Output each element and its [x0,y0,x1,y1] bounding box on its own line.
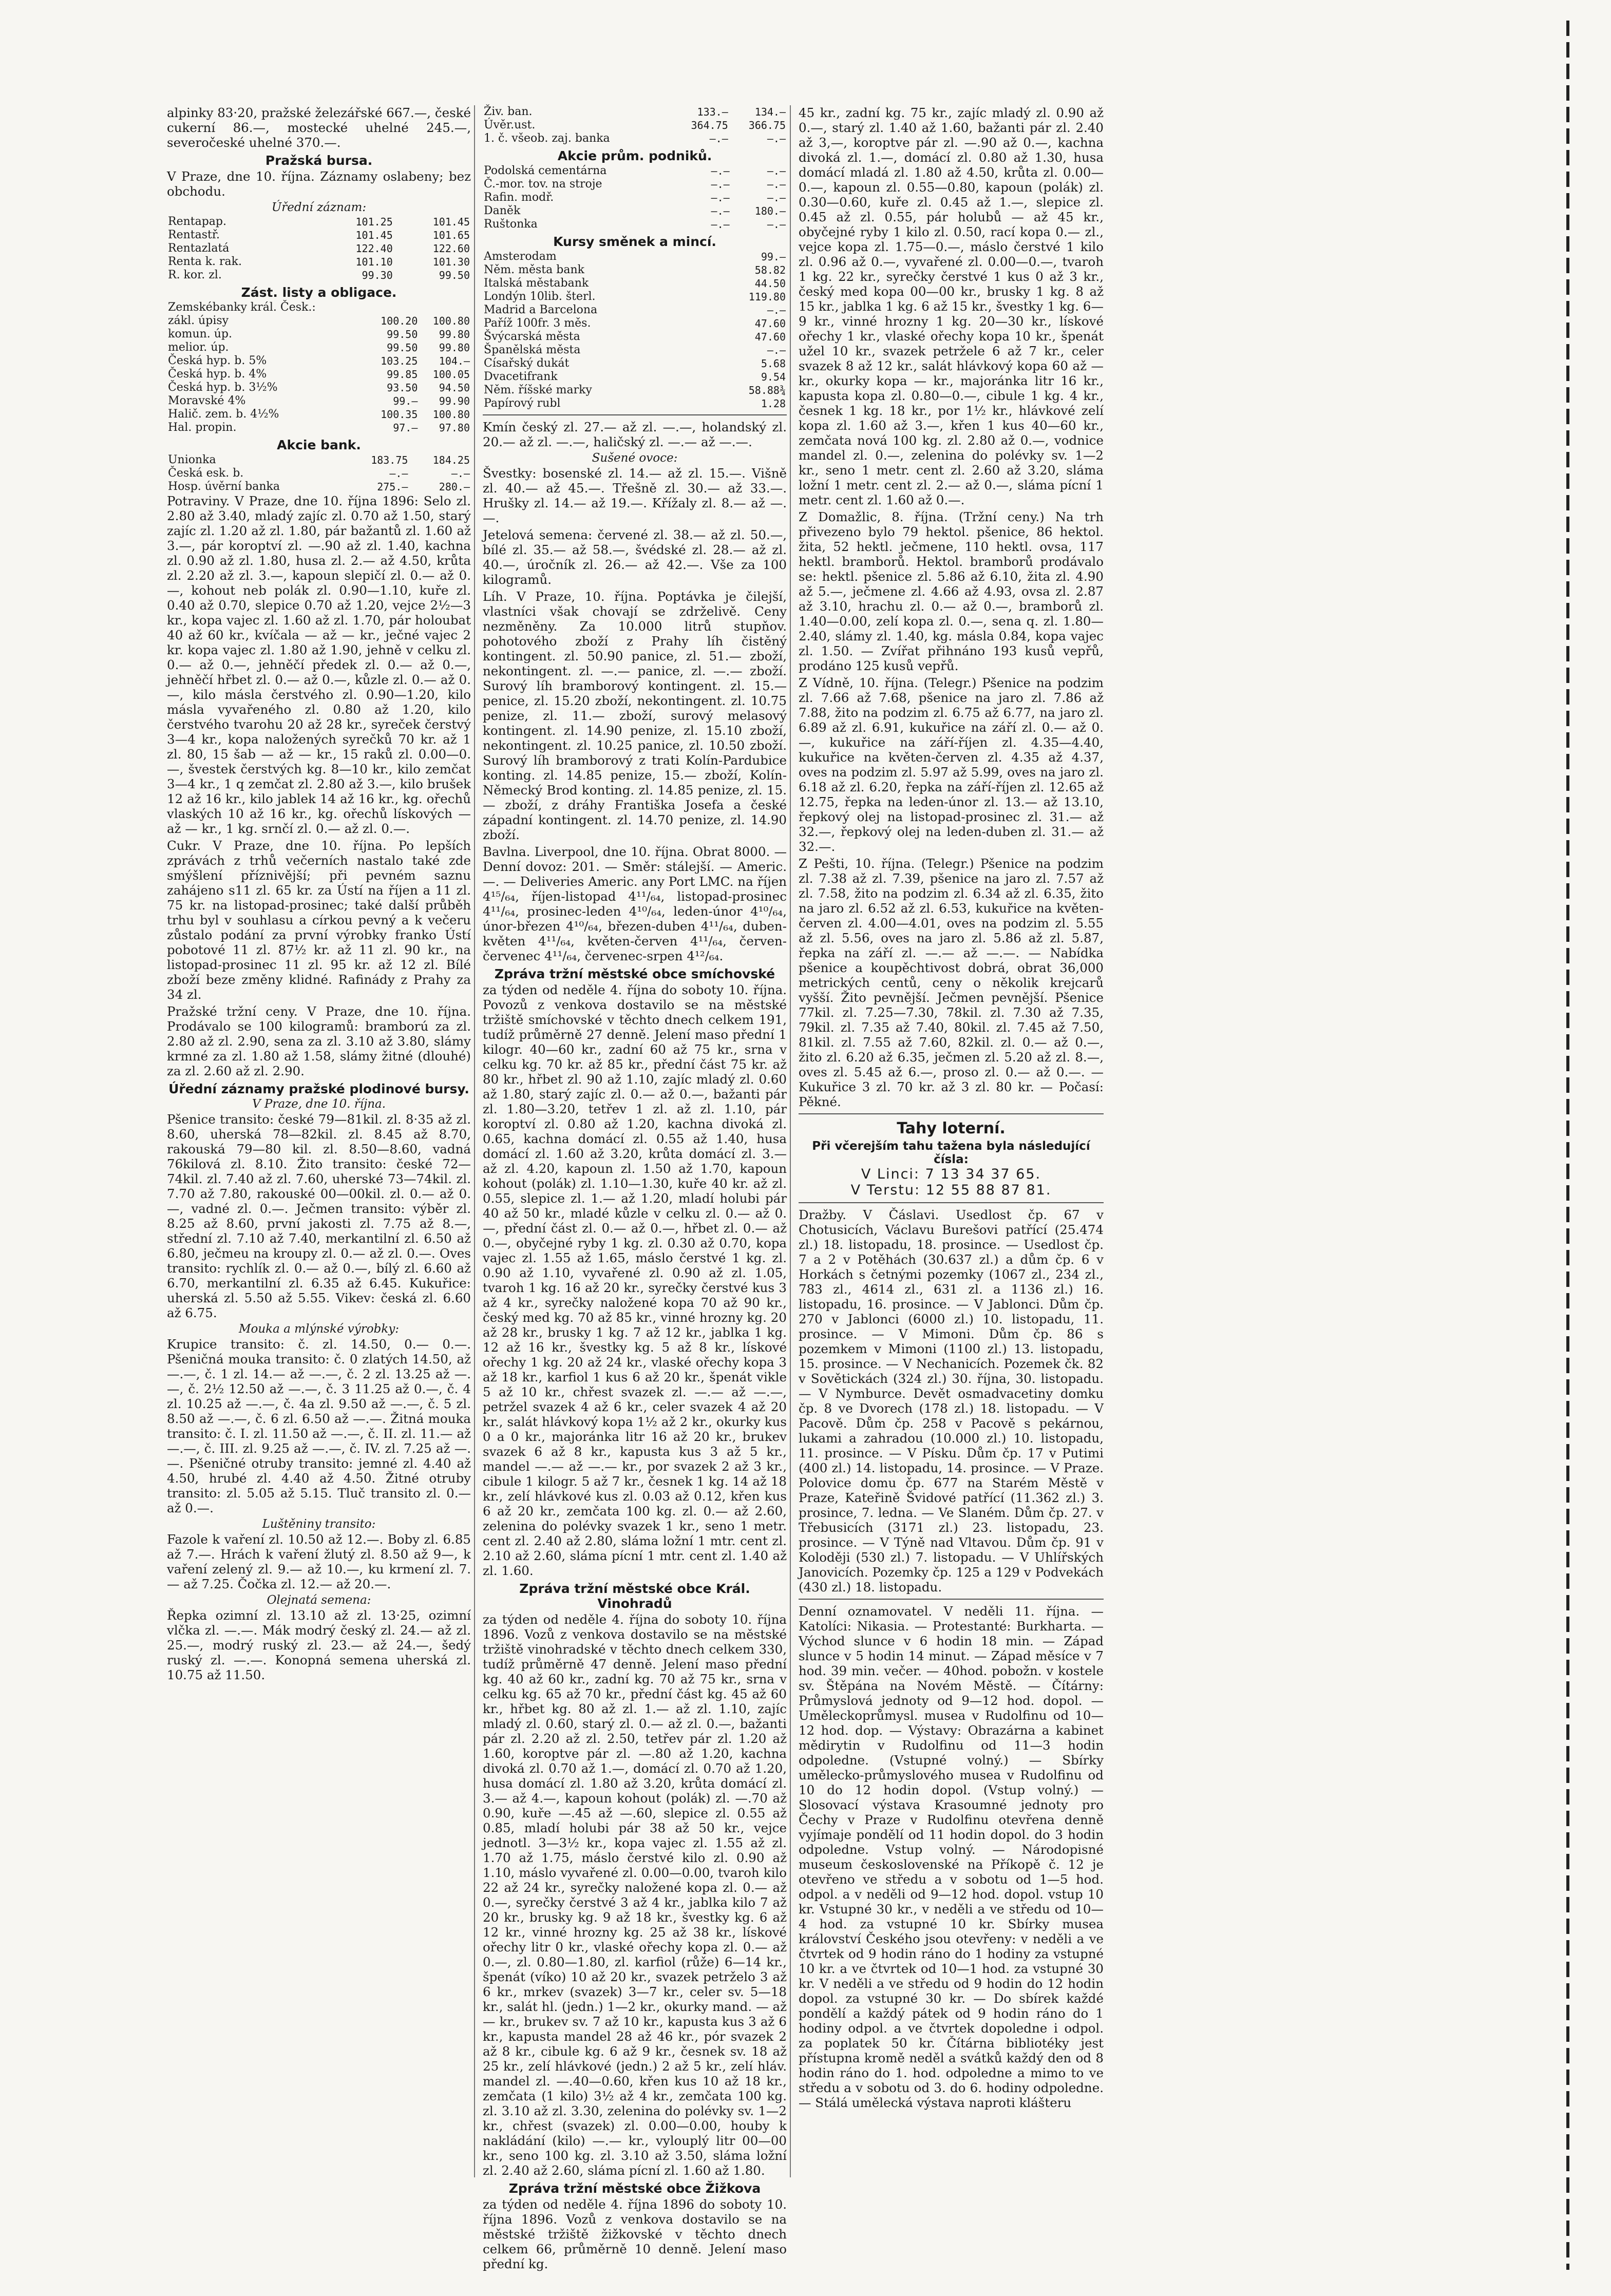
quote-value: 122.60 [432,242,470,255]
quote-value: 101.45 [355,229,393,241]
quote-row [167,215,471,229]
quote-label: Paříž 100fr. 3 měs. [484,317,591,330]
zizkov-heading: Zpráva tržní městské obce Žižkova [508,2181,761,2196]
quote-value: 97.— [393,422,418,434]
quote-value: 99.50 [387,328,418,340]
quote-value: 99.80 [439,328,470,340]
urad-heading: Úřední záznamy pražské plodinové bursy. [168,1081,469,1096]
quote-value: 100.80 [432,315,470,327]
quote-value: —.— [711,218,730,231]
quote-row [167,242,471,255]
quote-label: Dvacetifrank [484,370,558,383]
quote-value: —.— [389,467,408,480]
divider [799,1202,1104,1203]
quote-row [483,370,787,384]
quote-label: Moravské 4% [168,394,246,407]
quote-label: melior. úp. [168,341,229,354]
dried-fruit-paragraph: Švestky: bosenské zl. 14.— až zl. 15.—. Višně zl. 40.— až 45.—. Třešně zl. 30.— až 33.—. Hrušky zl. 14.— až 19.—. Křížaly zl. 8.— až —.—. [483,466,787,525]
quote-label: Česká hyp. b. 3½% [168,381,278,394]
daily-notices-paragraph: Denní oznamovatel. V neděli 11. října. — Katolíci: Nikasia. — Protestanté: Burkharta. — Východ slunce v 6 hodin 18 min. — Západ slunce v 5 hodin 14 minut. — Západ měsíce v 7 hod. 39 min. večer. — 40hod. pobožn. v kostele sv. Štěpána na Novém Městě. — Čítárny: Průmyslová jednoty od 9—12 hod. dopol. — Uměleckoprůmysl. musea v Rudolfinu od 10—12 hod. dop. — Výstavy: Obrazárna a kabinet mědirytin v Rudolfinu od 11—3 hodin odpoledne. (Vstupné volný.) — Sbírky umělecko-průmyslového musea v Rudolfinu od 10 do 12 hodin dopol. (Vstup volný.) — Slosovací výstava Krasoumné jednoty pro Čechy v Praze v Rudolfinu otevřena denně vyjímaje pondělí od 11 hodin dopol. do 3 hodin odpoledne. Vstup volný. — Národopisné museum československé na Příkopě č. 12 je otevřeno ve středu a v sobotu od 1—5 hod. odpol. a v neděli od 9—12 hod. dopol. vstup 10 kr. Vstupné 30 kr., v neděli a ve středu od 10—4 hod. za vstupné 10 kr. Sbírky musea království Českého jsou otevřeny: v neděli a ve čtvrtek od 9 hodin ráno do 1 hodiny za vstupné 10 kr. a ve čtvrtek od 10—1 hod. za vstupné 30 kr. V neděli a ve středu od 9 hodin do 12 hodin dopol. za vstupné 30 kr. — Do sbírek každé pondělí a každý pátek od 9 hodin ráno do 1 hodiny odpol. a ve čtvrtek dopoledne i odpol. za poplatek 50 kr. Čítárna bibliotéky jest přístupna kromě neděl a svátků každý den od 8 hodin ráno do 1. hod. odpoledne a mimo to ve středu a v sobotu od 3. do 6. hodiny odpoledne. — Stálá umělecká výstava naproti klášteru [799,1604,1104,2110]
quote-label: Něm. říšské marky [484,384,592,396]
quote-value: 99.90 [439,395,470,407]
quote-label: Rentazlatá [168,242,230,255]
quote-value: 103.25 [381,355,418,367]
quote-label: Rafin. modř. [484,191,554,204]
quote-value: 47.60 [754,317,786,330]
quote-value: 133.— [697,106,728,118]
column-1 [167,105,475,2177]
quote-row [483,277,787,290]
vienna-paragraph: Z Vídně, 10. října. (Telegr.) Pšenice na podzim zl. 7.66 až 7.68, pšenice na jaro zl. 7.86 až 7.88, žito na podzim zl. 6.75 až 6.77, na jaro zl. 6.89 až zl. 6.91, kukuřice na září zl. 0.— až 0.—, kukuřice na září-říjen zl. 4.35—4.40, kukuřice na květen-červen zl. 4.35 až 4.37, oves na podzim zl. 5.97 až 5.99, oves na jaro zl. 6.18 až zl. 6.20, řepka na září-říjen zl. 12.65 až 12.75, řepka na leden-únor zl. 13.— až 13.10, řepkový olej na listopad-prosinec zl. 31.— až 32.—, řepkový olej na leden-duben zl. 31.— až 32.—. [799,675,1104,854]
quote-row [483,164,787,178]
quote-row [167,341,471,354]
quote-label: komun. úp. [168,328,233,340]
quote-value: 44.50 [754,277,786,290]
quote-value: 100.35 [381,408,418,421]
quote-value: —.— [451,467,470,480]
auctions-paragraph: Dražby. V Čáslavi. Usedlost čp. 67 v Chotusicích, Václavu Burešovi patřící (25.474 zl.) 18. listopadu, 18. prosince. — Usedlost čp. 7 a 2 v Potěhách (30.637 zl.) a dům čp. 6 v Horkách s četnými pozemky (1067 zl., 234 zl., 783 zl., 4614 zl., 631 zl. a 1136 zl.) 16. listopadu, 16. prosince. — V Jablonci. Dům čp. 270 v Jablonci (6000 zl.) 10. listopadu, 11. prosince. — V Mimoni. Dům čp. 86 s pozemkem v Mimoni (1100 zl.) 13. listopadu, 15. prosince. — V Nechanicích. Pozemek čk. 82 v Sovětickách (324 zl.) 30. října, 30. listopadu. — V Nymburce. Devět osmadvacetiny domku čp. 8 ve Dvorech (178 zl.) 18. listopadu. — V Pacově. Dům čp. 258 v Pacově s pekárnou, lukami a zahradou (10.000 zl.) 10. listopadu, 11. prosince. — V Písku. Dům čp. 17 v Putimi (400 zl.) 14. listopadu, 14. prosince. — V Praze. Polovice domu čp. 677 na Starém Městě v Praze, Kateřině Švidové patřící (11.362 zl.) 3. prosince, 7. ledna. — Ve Slaném. Dům čp. 27. v Třebusicích (3171 zl.) 23. listopadu, 23. prosince. — V Týně nad Vltavou. Dům čp. 91 v Koloději (530 zl.) 7. listopadu. — V Uhlířských Janovicích. Pozemky čp. 125 a 129 v Podvekách (430 zl.) 18. listopadu. [799,1207,1104,1595]
quote-value: 134.— [754,106,786,118]
quote-row [483,218,787,231]
quote-value: 184.25 [432,454,470,466]
cotton-paragraph: Bavlna. Liverpool, dne 10. října. Obrat 8000. — Denní dovoz: 201. — Směr: stálejší. — Americ. —. — Deliveries Americ. any Port LMC. na říjen 4¹⁵/₆₄, říjen-listopad 4¹¹/₆₄, listopad-prosinec 4¹¹/₆₄, prosinec-leden 4¹⁰/₆₄, leden-únor 4¹⁰/₆₄, únor-březen 4¹⁰/₆₄, březen-duben 4¹¹/₆₄, duben-květen 4¹¹/₆₄, květen-červen 4¹¹/₆₄, červen-červenec 4¹¹/₆₄, červenec-srpen 4¹²/₆₄. [483,844,787,963]
quote-label: R. kor. zl. [168,269,222,281]
quote-label: Španělská města [484,344,581,356]
article-columns [167,105,1107,2271]
quote-label: Unionka [168,453,216,466]
column-2 [483,105,791,2271]
quote-row [167,394,471,408]
trzni-ceny-paragraph: Pražské tržní ceny. V Praze, dne 10. října. Prodávalo se 100 kilogramů: bramború za zl. 2.80 až zl. 2.90, sena za zl. 3.10 až 3.80, slámy krmné za zl. 1.80 až 1.58, slámy žitné (dlouhé) za zl. 2.60 až zl. 2.90. [167,1004,471,1078]
quote-value: —.— [767,344,786,356]
quote-row [483,191,787,204]
quote-row [483,105,787,119]
quote-value: 122.40 [355,242,393,255]
quote-label: Rentastř. [168,229,220,241]
quote-row [167,314,471,328]
quote-value: 97.80 [439,422,470,434]
intro-paragraph: alpinky 83·20, pražské železářské 667.—, české cukerní 86.—, mostecké uhelné 245.—, severočeské uhelné 370.—. [167,105,471,150]
quote-label: Daněk [484,204,521,217]
quote-value: —.— [767,132,786,145]
quote-label: Švýcarská města [484,330,580,343]
obligation-table [167,301,471,434]
quote-row [167,408,471,421]
domazlice-paragraph: Z Domažlic, 8. října. (Tržní ceny.) Na trh přivezeno bylo 79 hektol. pšenice, 86 hektol. žita, 52 hektl. ječmene, 110 hektl. ovsa, 117 hektl. bramborů. Hektol. bramborů prodávalo se: hektl. pšenice zl. 5.86 až 6.10, žita zl. 4.90 až 5.—, ječmene zl. 4.66 až 4.93, ovsa zl. 2.87 až 3.10, hrachu zl. 0.— až 0.—, bramborů zl. 1.40—0.00, zelí kopa zl. 0.—, sena q. zl. 1.80—2.40, slámy zl. 1.40, kg. másla 0.84, kopa vajec zl. 1.50. — Zvířat přihnáno 193 kusů vepřů, prodáno 125 kusů vepřů. [799,509,1104,673]
quote-row [483,119,787,132]
quote-label: Amsterodam [484,250,557,263]
quote-value: 366.75 [748,119,786,131]
quote-row [167,255,471,269]
quote-row [167,354,471,368]
industrial-shares-table [483,164,787,231]
quote-value: 101.45 [432,216,470,228]
quote-label: Úvěr.ust. [484,119,536,131]
quote-row [483,132,787,145]
quote-value: 99.30 [362,269,393,281]
quote-label: Podolská cementárna [484,164,607,177]
quote-label: Česká esk. b. [168,467,244,480]
spirits-paragraph: Líh. V Praze, 10. října. Poptávka je čilejší, vlastníci však chovají se zdrželivě. Ceny nezměněny. Za 10.000 litrů stupňov. pohotového zboží z Prahy líh čistěný kontingent. zl. 50.90 panice, zl. 51.— zboží, nekontingent. zl. —.— panice, zl. —.— zboží. Surový líh bramborový kontingent. zl. 15.— penice, zl. 15.20 zboží, nekontingent. zl. 10.75 penize, zl. 11.— zboží, surový melasový kontingent. zl. 14.90 penize, zl. 15.10 zboží, nekontingent. zl. 10.25 panice, zl. 10.50 zboží. Surový líh bramborový z trati Kolín-Pardubice konting. zl. 14.85 penize, 15.— zboží, Kolín-Německý Brod konting. zl. 14.85 penize, zl. 15.— zboží, z dráhy Františka Josefa a české západní kontingent. zl. 14.70 penize, zl. 14.90 zboží. [483,589,787,842]
zizkov-cont-paragraph: 45 kr., zadní kg. 75 kr., zajíc mladý zl. 0.90 až 0.—, starý zl. 1.40 až 1.60, bažanti pár zl. 2.40 až 3,—, koroptve pár zl. —.90 až 0.—, kachna divoká zl. 1.—, domácí zl. 0.80 až 1.30, husa domácí mladá zl. 1.80 až 4.50, krůta zl. 0.00—0.—, kapoun zl. 0.55—0.80, kapoun (polák) zl. 0.30—0.60, kuře zl. 0.45 až 1.—, slepice zl. 0.45 až zl. 0.55, pár holubů — až 45 kr., obyčejné ryby 1 kilo zl. 0.50, rací kopa 0.— zl., vejce kopa zl. 1.75—0.—, máslo čerstvé 1 kilo zl. 0.96 až 0.—, vyvařené zl. 0.00—0.—, tvaroh 1 kg. 22 kr., syrečky čerstvé 1 kus 0 až 3 kr., český med kopa 00—00 kr., brusky 1 kg. 8 až 15 kr., jablka 1 kg. 6 až 15 kr., švestky 1 kg. 6—9 kr., vinné hrozny 1 kg. 20—30 kr., lískové ořechy 1 kr., vlaské ořechy kopa 10 kr., špenát užel 10 kr., svazek petržele 6 až 7 kr., celer svazek 8 až 12 kr., salát hlávkový kopa 60 až — kr., okurky kopa — kr., majoránka litr 16 kr., kapusta kopa zl. 0.80—0.—, cibule 1 kg. 4 kr., česnek 1 kg. 18 kr., por 1½ kr., hlávkové zelí kopa zl. 1.60 až 3.—, křen 1 kus 40—60 kr., zemčata nová 100 kg. zl. 2.80 až 0.—, vodnice mandel zl. 0.—, zelenina do polévky sv. 1—2 kr., seno 1 metr. cent zl. 2.60 až 3.20, sláma ložní 1 metr. cent zl. 2.— až 0.—, sláma pícní 1 metr. cent zl. 1.60 až 0.—. [799,105,1104,507]
lusteniny-heading: Luštěniny transito: [262,1517,376,1531]
quote-label: Česká hyp. b. 4% [168,368,267,381]
zast-heading: Zást. listy a obligace. [241,285,397,300]
flour-paragraph: Krupice transito: č. zl. 14.50, 0.— 0.—. Pšeničná mouka transito: č. 0 zlatých 14.50, až —.—, č. 1 zl. 14.— až —.—, č. 2 zl. 13.25 až —.—, č. 2½ 12.50 až —.—, č. 3 11.25 až 0.—, č. 4 zl. 10.25 až —.—, č. 4a zl. 9.50 až —.—, č. 5 zl. 8.50 až —.—, č. 6 zl. 6.50 až —.—. Žitná mouka transito: č. I. zl. 11.50 až —.—, č. II. zl. 11.— až —.—, č. III. zl. 9.25 až —.—, č. IV. zl. 7.25 až —.—. Pšeničné otruby transito: jemné zl. 4.40 až 4.50, hrubé zl. 4.40 až 4.50. Žitné otruby transito: zl. 5.05 až 5.15. Tluč transito zl. 0.— až 0.—. [167,1337,471,1515]
quote-value: 119.80 [748,291,786,303]
quote-value: —.— [767,192,786,204]
zizkov-paragraph: za týden od neděle 4. října 1896 do soboty 10. října 1896. Vozů z venkova dostavilo se na městské tržiště žižkovské v těchto dnech celkem 66, průměrně 10 denně. Jelení maso přední kg. [483,2197,787,2271]
burse-paragraph: V Praze, dne 10. října. Záznamy oslabeny; bez obchodu. [167,169,471,199]
divider [483,414,787,415]
lottery-row: V Linci: 7 13 34 37 65. [861,1166,1041,1182]
quote-value: 99.50 [387,341,418,354]
akcie-heading: Akcie bank. [277,438,361,452]
quote-value: 94.50 [439,382,470,394]
quote-value: 47.60 [754,331,786,343]
quote-row [167,368,471,381]
quote-label: Česká hyp. b. 5% [168,354,267,367]
quote-value [367,301,419,314]
quote-label: 1. č. všeob. zaj. banka [484,132,610,145]
vinohrady-heading: Zpráva tržní městské obce Král. Vinohradů [519,1581,750,1611]
quote-value: 101.30 [432,256,470,268]
quote-value: 93.50 [387,382,418,394]
quote-row [483,330,787,344]
quote-label: Renta k. rak. [168,255,242,268]
column-3 [799,105,1107,2177]
smichov-heading: Zpráva tržní městské obce smíchovské [494,966,775,981]
divider [799,1599,1104,1600]
quote-value: —.— [767,218,786,231]
quote-row [167,229,471,242]
quote-row [167,328,471,341]
quote-row [483,384,787,397]
lottery-title: Tahy loterní. [897,1119,1006,1137]
quote-value: 99.— [393,395,418,407]
mouka-heading: Mouka a mlýnské výrobky: [238,1322,400,1336]
quote-value: 101.65 [432,229,470,241]
quote-value: —.— [711,165,730,177]
quote-value [419,301,471,314]
dried-fruit-heading: Sušené ovoce: [592,451,678,465]
quote-value: 5.68 [761,357,786,370]
quote-label: Papírový rubl [484,397,561,410]
oilseed-heading: Olejnatá semena: [267,1593,371,1607]
quote-value: —.— [711,178,730,191]
quote-value: 58.88¾ [748,384,786,396]
quote-label: Císařský dukát [484,357,570,370]
quote-row [483,303,787,317]
bank-shares-table [167,453,471,494]
exchange-table [483,250,787,410]
quote-value: 364.75 [691,119,728,131]
quote-row [483,357,787,370]
pest-paragraph: Z Pešti, 10. října. (Telegr.) Pšenice na podzim zl. 7.38 až zl. 7.39, pšenice na jaro zl. 7.57 až zl. 7.58, žito na podzim zl. 6.34 až zl. 6.35, žito na jaro zl. 6.52 až zl. 6.53, kukuřice na květen-červen zl. 4.00—4.01, oves na podzim zl. 5.55 až zl. 5.56, oves na jaro zl. 5.86 až zl. 5.87, řepka na září zl. —.— až —.—. — Nabídka pšenice a koupěchtivost dobrá, obrat 36,000 metrických centů, ceny o několik krejcarů vyšší. Žito pevnější. Ječmen pevnější. Pšenice 77kil. zl. 7.25—7.30, 78kil. zl. 7.30 až 7.35, 79kil. zl. 7.35 až 7.40, 80kil. zl. 7.45 až 7.50, 81kil. zl. 7.55 až 7.60, 82kil. zl. 0.— až 0.—, žito zl. 6.20 až 6.35, ječmen zl. 5.20 až zl. 8.—, oves zl. 5.45 až 6.—, proso zl. 0.— až 0.—. — Kukuřice 3 zl. 70 kr. až 3 zl. 80 kr. — Počasí: Pěkné. [799,856,1104,1109]
quote-label: Ruštonka [484,218,538,231]
quote-label: Zemskébanky král. Česk.: [168,301,316,314]
official-label: Úřední záznam: [271,201,367,214]
quote-row [483,250,787,263]
quote-value: —.— [711,192,730,204]
smichov-paragraph: za týden od neděle 4. října do soboty 10. října. Povozů z venkova dostavilo se na městské tržiště smíchovské v těchto dnech celkem 191, tudíž průměrně 27 denně. Jelení maso přední 1 kilogr. 40—60 kr., zadní 60 až 75 kr., srna v celku kg. 70 kr. až 85 kr., přední část 75 kr. až 80 kr., hřbet zl. 90 až 1.10, zajíc mladý zl. 0.60 až 1.80, starý zajíc zl. 0.— až 0.—, bažanti pár zl. 1.80—3.20, tetřev 1 zl. až zl. 1.10, pár koroptví zl. 0.80 až 1.20, kachna divoká zl. 0.65, kachna domácí zl. 0.55 až 1.40, husa domácí zl. 1.60 až 3.20, krůta domácí zl. 3.— až zl. 4.20, kapoun zl. 1.50 až 1.70, kapoun kohout (polák) zl. 1.10—1.30, kuře 40 kr. až zl. 0.55, slepice zl. 1.— až 1.20, mladí holubi pár 40 až 50 kr., mladé kůzle v celku zl. 0.— až 0.—, přední část zl. 0.— až 0.—, hřbet zl. 0.— až 0.—, obyčejné ryby 1 kg. zl. 0.30 až 0.70, kopa vajec zl. 1.55 až 1.65, máslo čerstvé 1 kg. zl. 0.90 až 1.10, vyvařené zl. 0.90 až zl. 1.05, tvaroh 1 kg. 16 až 20 kr., syrečky čerstvé kus 3 až 4 kr., syrečky naložené kopa 70 až 90 kr., český med kg. 70 až 85 kr., vinné hrozny kg. 20 až 28 kr., brusky 1 kg. 7 až 12 kr., jablka 1 kg. 12 až 16 kr., švestky kg. 5 až 8 kr., lískové ořechy 1 kg. 20 až 24 kr., vlaské ořechy kopa 3 až 18 kr., karfiol 1 kus 6 až 20 kr., špenát vikle 5 až 10 kr., chřest svazek zl. —.— až —.—, petržel svazek 4 až 6 kr., celer svazek 4 až 20 kr., salát hlávkový kopa 1½ až 2 kr., okurky kus 0 a 0 kr., majoránka litr 16 až 20 kr., brukev svazek 6 až 8 kr., kapusta kus 3 až 5 kr., mandel —.— až —.— kr., por svazek 2 až 3 kr., cibule 1 kilogr. 5 až 7 kr., česnek 1 kg. 14 až 18 kr., zelí hlávkové kus zl. 0.03 až 0.12, křen kus 6 až 20 kr., zemčata 100 kg. zl. 0.— až 2.60, zelenina do polévky svazek 1 kr., seno 1 metr. cent zl. 2.40 až 2.80, sláma ložní 1 mtr. cent zl. 2.10 až 2.60, sláma pícní 1 mtr. cent zl. 1.40 až zl. 1.60. [483,982,787,1578]
rent-table [167,215,471,282]
quote-value: 100.80 [432,408,470,421]
burse-heading: Pražská bursa. [265,153,373,168]
quote-value: —.— [767,178,786,191]
quote-row [483,317,787,330]
lottery-row: V Terstu: 12 55 88 87 81. [850,1182,1052,1198]
industrial-shares-heading: Akcie prům. podniků. [557,148,712,163]
quote-row [167,381,471,394]
quote-label: zákl. úpisy [168,314,229,327]
quote-value: —.— [767,304,786,316]
quote-row [483,290,787,303]
quote-row [167,421,471,434]
quote-label: Něm. města bank [484,263,584,276]
quote-value: 100.05 [432,368,470,381]
quote-label: Madrid a Barcelona [484,303,598,316]
quote-value: 9.54 [761,371,786,383]
quote-value: 101.10 [355,256,393,268]
quote-value: 99.85 [387,368,418,381]
clover-seed-paragraph: Jetelová semena: červené zl. 38.— až zl. 50.—, bílé zl. 35.— až 58.—, švédské zl. 28.— až zl. 40.—, úročník zl. 26.— až 42.—. Vše za 100 kilogramů. [483,527,787,587]
quote-value: 58.82 [754,264,786,276]
quote-value: 280.— [439,481,470,493]
vinohrady-paragraph: za týden od neděle 4. října do soboty 10. října 1896. Vozů z venkova dostavilo se na městské tržiště vinohradské v těchto dnech celkem 330, tudíž průměrně 47 denně. Jelení maso přední kg. 40 až 60 kr., zadní kg. 70 až 75 kr., srna v celku kg. 65 až 70 kr., přední část kg. 45 až 60 kr., hřbet kg. 80 až zl. 1.— až zl. 1.10, zajíc mladý zl. 0.60, starý zl. 0.— až zl. 0.—, bažanti pár zl. 2.20 až zl. 2.50, tetřev pár zl. 1.20 až 1.60, koroptve pár zl. —.80 až 1.20, kachna divoká zl. 0.70 až 1.—, domácí zl. 0.70 až 1.20, husa domácí zl. 1.80 až 3.20, krůta domácí zl. 3.— až 4.—, kapoun kohout (polák) zl. —.70 až 0.90, kuře —.45 až —.60, slepice zl. 0.55 až 0.85, mladí holubi pár 38 až 50 kr., vejce jednotl. 3—3½ kr., kopa vajec zl. 1.55 až zl. 1.70 až 1.75, máslo čerstvé kilo zl. 0.90 až 1.10, máslo vyvařené zl. 0.00—0.00, tvaroh kilo 22 až 24 kr., syrečky naložené kopa zl. 0.— až 0.—, syrečky čerstvé 3 až 4 kr., jablka kilo 7 až 20 kr., brusky kg. 9 až 18 kr., švestky kg. 6 až 12 kr., vinné hrozny kg. 25 až 38 kr., lískové ořechy litr 0 kr., vlaské ořechy kopa zl. 0.— až 0.—, zl. 0.80—1.80, zl. karfiol (růže) 6—14 kr., špenát (víko) 10 až 20 kr., svazek petrželo 3 až 6 kr., mrkev (svazek) 3—7 kr., celer sv. 5—18 kr., salát hl. (jedn.) 1—2 kr., okurky mand. — až — kr., brukev sv. 7 až 10 kr., kapusta kus 3 až 6 kr., kapusta mandel 28 až 46 kr., pór svazek 2 až 8 kr., cibule kg. 6 až 9 kr., česnek sv. 18 až 25 kr., zelí hlávkové (jedn.) 2 až 5 kr., zelí hláv. mandel zl. —.40—0.60, křen kus 10 až 18 kr., zemčata (1 kilo) 3½ až 4 kr., zemčata 100 kg. zl. 3.10 až zl. 3.30, zelenina do polévky sv. 1—2 kr., chřest (svazek) zl. 0.00—0.00, houby k nakládání (kilo) —.— kr., vylouplý litr 00—00 kr., seno 100 kg. zl. 3.10 až 3.50, sláma ložní zl. 2.40 až 2.60, sláma pícní zl. 1.60 až 1.80. [483,1612,787,2178]
quote-value: 99.50 [439,269,470,281]
exchange-heading: Kursy směnek a mincí. [553,234,716,249]
quote-value: 104.— [439,355,470,367]
quote-value: —.— [767,165,786,177]
legumes-paragraph: Fazole k vaření zl. 10.50 až 12.—. Boby zl. 6.85 až 7.—. Hrách k vaření žlutý zl. 8.50 až 9—, k vaření zelený zl. 9.— až 10.—, ku krmení zl. 7.— až 7.25. Čočka zl. 12.— až 20.—. [167,1532,471,1591]
quote-label: Rentapap. [168,215,226,228]
quote-row [483,263,787,277]
quote-row [483,178,787,191]
quote-label: Italská městabank [484,277,589,290]
potraviny-paragraph: Potraviny. V Praze, dne 10. října 1896: Selo zl. 2.80 až 3.40, mladý zajíc zl. 0.70 až 1.50, starý zajíc zl. 1.20 až zl. 1.80, pár bažantů zl. 1.60 až 3.—, pár koroptví zl. —.90 až zl. 1.40, kachna zl. 0.90 až zl. 1.80, husa zl. 2.— až 4.50, krůta zl. 2.20 až zl. 3.—, kapoun slepičí zl. 0.— až 0.—, kohout neb polák zl. 0.90—1.10, kuře zl. 0.40 až 0.70, slepice 0.70 až 1.20, vejce 2½—3 kr., kopa vajec zl. 1.60 až zl. 1.70, pár holoubat 40 až 60 kr., kvíčala — až — kr., ječné vajec 2 kr. kopa vajec zl. 1.80 až 1.90, jehně v celku zl. 0.— až 0.—, jehněčí předek zl. 0.— až 0.—, jehněčí hřbet zl. 0.— až 0.—, kůzle zl. 0.— až 0.—, kilo másla čerstvého zl. 0.90—1.20, kilo másla vyvařeného zl. 0.80 až 1.20, kilo čerstvého tvarohu 20 až 28 kr., syreček čerstvý 3—4 kr., kopa naložených syrečků 70 kr. až 1 zl. 80, 15 šab — až — kr., 15 raků zl. 0.00—0.—, švestek čerstvých kg. 8—10 kr., kilo zemčat 3—4 kr., 1 q zemčat zl. 2.80 až 3.—, kilo brušek 12 až 16 kr., kilo jablek 14 až 16 kr., kg. ořechů vlaských 10 až 16 kr., kg. ořechů lískových — až — kr., 1 kg. srnčí zl. 0.— až zl. 0.—. [167,494,471,836]
quote-value: 183.75 [371,454,408,466]
oilseed-paragraph: Řepka ozimní zl. 13.10 až zl. 13·25, ozimní vlčka zl. —.—. Mák modrý český zl. 24.— až zl. 25.—, modrý ruský zl. 23.— až 24.—, šedý ruský zl. —.—. Konopná semena uherská zl. 10.75 až 11.50. [167,1608,471,1682]
page-edge-perforation [1566,21,1569,2270]
urad-date: V Praze, dne 10. října. [252,1097,386,1111]
quote-label: Č.-mor. tov. na stroje [484,178,602,191]
lottery-box [799,1119,1104,1198]
quote-label: Hosp. úvěrní banka [168,480,280,493]
quote-value: 101.25 [355,216,393,228]
quote-value: —.— [709,132,728,145]
lottery-subtitle: Při včerejším tahu tažena byla následující čísla: [812,1140,1090,1166]
quote-row [167,301,471,314]
quote-label: Londýn 10lib. šterl. [484,290,596,303]
quote-row [167,467,471,480]
quote-value: —.— [711,205,730,217]
grain-paragraph: Pšenice transito: české 79—81kil. zl. 8·35 až zl. 8.60, uherská 78—82kil. zl. 8.45 až 8.70, rakouská 79—80 kil. zl. 8.50—8.60, vadná 76kilová zl. 8.10. Žito transito: české 72—74kil. zl. 7.40 až zl. 7.60, uherské 73—74kil. zl. 7.70 až 7.80, rakouské 00—00kil. zl. 0.— až 0.—, vadné zl. 0.—. Ječmen transito: výběr zl. 8.25 až 8.60, první jakosti zl. 7.75 až 8.—, střední zl. 7.10 až 7.40, merkantilní zl. 6.50 až 6.80, ječmeu na kroupy zl. 0.— až zl. 0.—. Oves transito: rychlík zl. 0.— až 0.—, bílý zl. 6.60 až 6.70, merkantilní zl. 6.35 až 6.45. Kukuřice: uherská zl. 5.50 až 5.55. Vikev: česká zl. 6.60 až 6.75. [167,1112,471,1320]
quote-value: 99.— [761,251,786,263]
quote-row [483,344,787,357]
bank-shares-cont-table [483,105,787,145]
quote-row [167,269,471,282]
quote-row [483,397,787,410]
quote-value: 180.— [754,205,786,217]
quote-label: Hal. propin. [168,421,237,434]
quote-label: Halič. zem. b. 4½% [168,408,279,421]
divider [799,1113,1104,1114]
cukr-paragraph: Cukr. V Praze, dne 10. října. Po lepších zprávách z trhů večerních nastalo také zde smýšlení příznivější; při pevném saznu zahájeno s11 zl. 65 kr. za Ústí na říjen a 11 zl. 75 kr. na listopad-prosinec; také další průběh trhu byl v souhlasu a církou pevný a k večeru zůstalo podání za první výrobky franko Ústí pobotové 11 zl. 87½ kr. až 11 zl. 90 kr., na listopad-prosinec 11 zl. 95 kr. až 12 zl. Bílé zboží beze změny klidné. Rafinády z Prahy za 34 zl. [167,838,471,1002]
kmin-paragraph: Kmín český zl. 27.— až zl. —.—, holandský zl. 20.— až zl. —.—, haličský zl. —.— až —.—. [483,420,787,449]
quote-value: 99.80 [439,341,470,354]
quote-value: 275.— [377,481,408,493]
quote-row [167,480,471,494]
quote-value: 100.20 [381,315,418,327]
quote-row [483,204,787,218]
quote-value: 1.28 [761,397,786,410]
quote-row [167,453,471,467]
quote-label: Živ. ban. [484,105,533,118]
